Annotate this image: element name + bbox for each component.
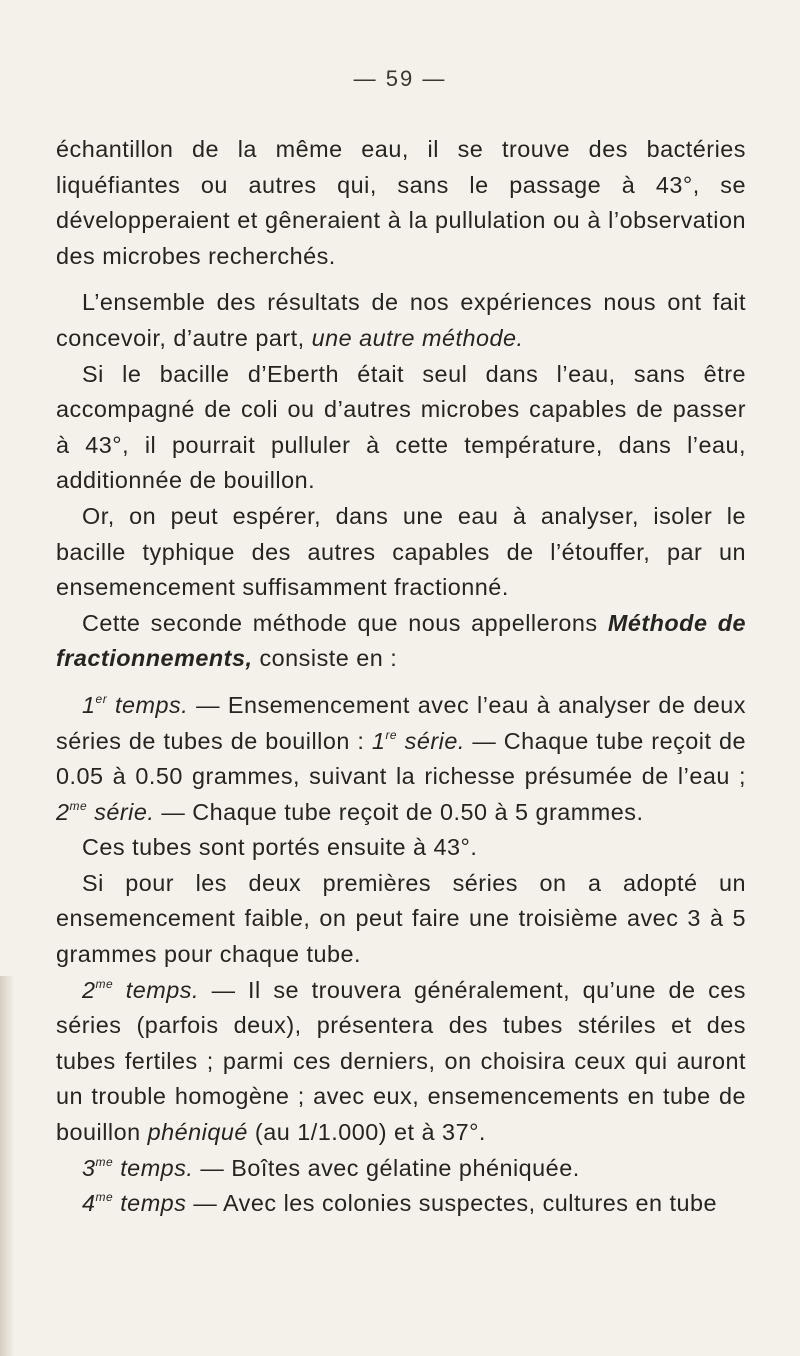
paragraph-method-intro: Cette seconde méthode que nous appellerons Méthode de fractionnements, consiste en : xyxy=(56,609,746,672)
paragraph-continuation: échantillon de la même eau, il se trouve des bactéries liquéfiantes ou autres qui, sans le passage à 43°, se développeraient et gêneraient à la pullulation ou à l’observation des microbes recherchés. xyxy=(56,136,746,269)
paragraph-eberth-bacillus: Si le bacille d’Eberth était seul dans l’eau, sans être accompagné de coli ou d’autres microbes capables de passer à 43°, il pourrait pulluler à cette température, dans l’eau, additionnée de bouillon. xyxy=(56,360,746,494)
page-number: — 59 — xyxy=(353,66,447,91)
paragraph-incubation: Ces tubes sont portés ensuite à 43°. xyxy=(82,834,478,861)
body-text xyxy=(56,132,746,1222)
step-1: 1er temps. — Ensemencement avec l’eau à analyser de deux séries de tubes de bouillon : 1re série. — Chaque tube reçoit de 0.05 à 0.50 grammes, suivant la richesse présumée de l’eau ; $2^{me}$ série. — Chaque tube reçoit de 0.50 à 5 grammes. xyxy=(56,691,747,825)
series-2-label: $2^{me}$ série. xyxy=(56,798,155,825)
step-2-label: $2^{me}$ temps. xyxy=(82,976,199,1003)
step-4: $4^{me}$ temps — Avec les colonies suspectes, cultures en tube xyxy=(82,1190,718,1217)
paragraph-third-series: Si pour les deux premières séries on a adopté un ensemencement faible, on peut faire une troisième avec 3 à 5 grammes pour chaque tube. xyxy=(56,869,746,968)
paragraph-fractionated-seeding: Or, on peut espérer, dans une eau à analyser, isoler le bacille typhique des autres capables de l’étouffer, par un ensemencement suffisamment fractionné. xyxy=(56,502,746,601)
series-1-label: 1re série. xyxy=(371,727,465,754)
paragraph-other-method: L’ensemble des résultats de nos expériences nous ont fait concevoir, d’autre part, une autre méthode. xyxy=(56,289,746,351)
step-3-label: $3^{me}$ temps. xyxy=(82,1154,194,1181)
phenique-term: phéniqué xyxy=(147,1119,248,1146)
step-3: $3^{me}$ temps. — Boîtes avec gélatine phéniquée. xyxy=(82,1154,580,1181)
method-title: Méthode de fractionnements, xyxy=(56,609,746,672)
step-1-label: 1er temps. xyxy=(82,691,189,718)
step-4-label: $4^{me}$ temps xyxy=(82,1190,187,1217)
page-edge-shadow xyxy=(0,976,14,1356)
step-2: $2^{me}$ temps. — Il se trouvera généralement, qu’une de ces séries (parfois deux), présentera des tubes stériles et des tubes fertiles ; parmi ces derniers, on choisira ceux qui auront un trouble homogène ; avec eux, ensemencements en tube de bouillon phéniqué (au 1/1.000) et à 37°. xyxy=(56,976,746,1146)
emphasis-other-method: une autre méthode. xyxy=(311,324,524,351)
